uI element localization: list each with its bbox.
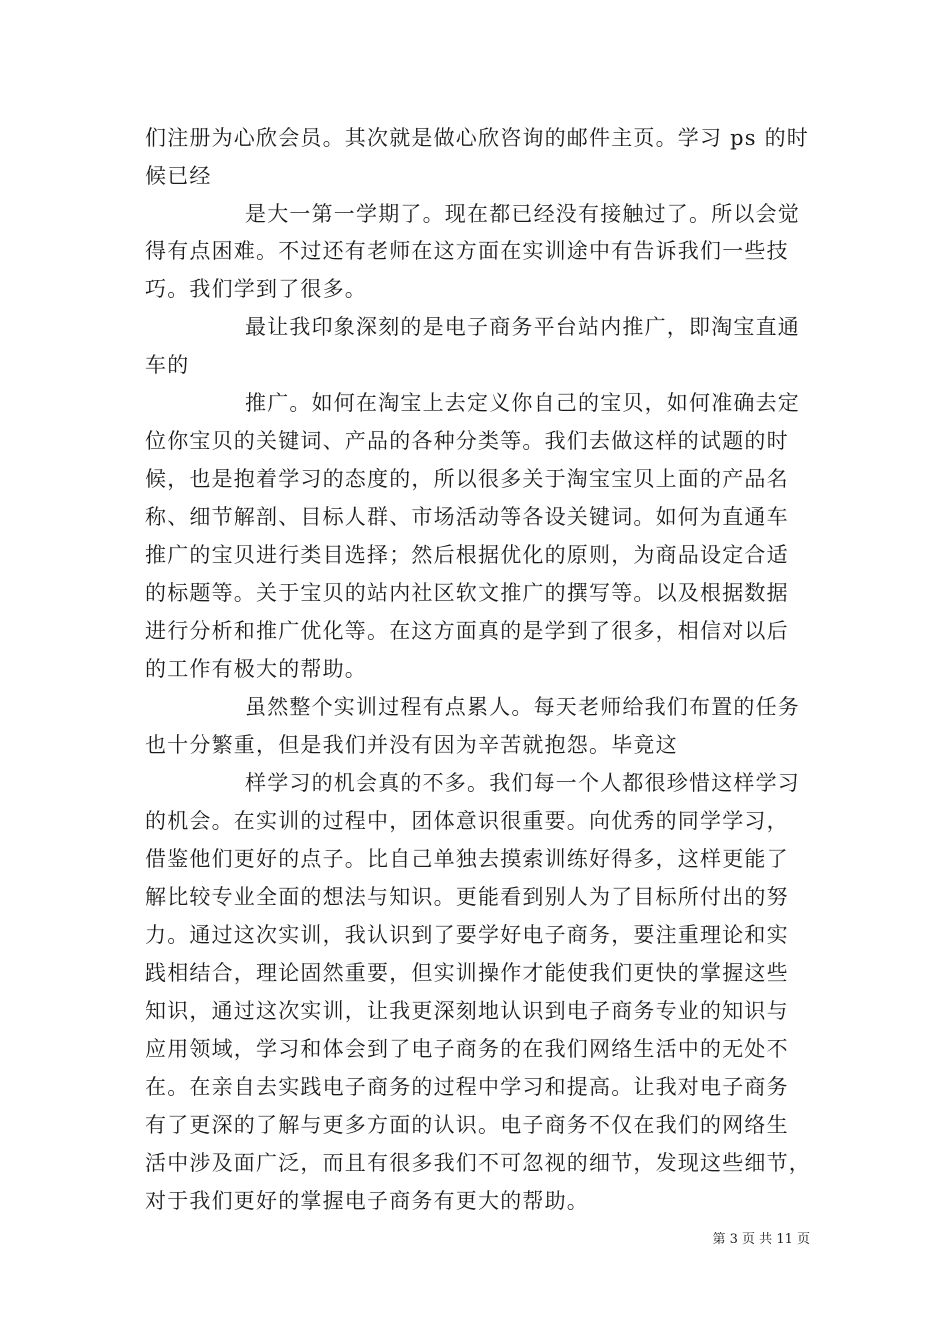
- paragraph-start-line: 样学习的机会真的不多。我们每一个人都很珍惜这样学习: [245, 771, 800, 795]
- text-line: 力。通过这次实训，我认识到了要学好电子商务，要注重理论和实: [145, 923, 789, 947]
- text-line: 的机会。在实训的过程中，团体意识很重要。向优秀的同学学习，: [145, 809, 789, 833]
- text-line: 也十分繁重，但是我们并没有因为辛苦就抱怨。毕竟这: [145, 733, 678, 757]
- text-line: 对于我们更好的掌握电子商务有更大的帮助。: [145, 1189, 589, 1213]
- text-line: 们注册为心欣会员。其次就是做心欣咨询的邮件主页。学习 ps 的时: [145, 126, 809, 150]
- paragraph-start-line: 最让我印象深刻的是电子商务平台站内推广，即淘宝直通: [245, 315, 800, 339]
- page-number: 第 3 页 共 11 页: [712, 1232, 810, 1247]
- text-line: 的工作有极大的帮助。: [145, 657, 367, 681]
- text-line: 得有点困难。不过还有老师在这方面在实训途中有告诉我们一些技: [145, 239, 789, 263]
- text-line: 位你宝贝的关键词、产品的各种分类等。我们去做这样的试题的时: [145, 429, 789, 453]
- text-line: 知识，通过这次实训，让我更深刻地认识到电子商务专业的知识与: [145, 999, 789, 1023]
- paragraph-start-line: 推广。如何在淘宝上去定义你自己的宝贝，如何准确去定: [245, 391, 800, 415]
- text-line: 候，也是抱着学习的态度的，所以很多关于淘宝宝贝上面的产品名: [145, 467, 789, 491]
- text-line: 有了更深的了解与更多方面的认识。电子商务不仅在我们的网络生: [145, 1113, 789, 1137]
- text-line: 践相结合，理论固然重要，但实训操作才能使我们更快的掌握这些: [145, 961, 789, 985]
- text-line: 解比较专业全面的想法与知识。更能看到别人为了目标所付出的努: [145, 885, 789, 909]
- text-line: 的标题等。关于宝贝的站内社区软文推广的撰写等。以及根据数据: [145, 581, 789, 605]
- text-line: 在。在亲自去实践电子商务的过程中学习和提高。让我对电子商务: [145, 1075, 789, 1099]
- text-line: 活中涉及面广泛，而且有很多我们不可忽视的细节，发现这些细节，: [145, 1151, 811, 1175]
- text-line: 候已经: [145, 164, 212, 188]
- paragraph-start-line: 是大一第一学期了。现在都已经没有接触过了。所以会觉: [245, 202, 800, 226]
- text-line: 巧。我们学到了很多。: [145, 277, 367, 301]
- text-line: 车的: [145, 353, 190, 377]
- text-line: 进行分析和推广优化等。在这方面真的是学到了很多，相信对以后: [145, 619, 789, 643]
- text-line: 称、细节解剖、目标人群、市场活动等各设关键词。如何为直通车: [145, 505, 789, 529]
- text-line: 应用领域，学习和体会到了电子商务的在我们网络生活中的无处不: [145, 1037, 789, 1061]
- paragraph-start-line: 虽然整个实训过程有点累人。每天老师给我们布置的任务: [245, 695, 800, 719]
- text-line: 推广的宝贝进行类目选择；然后根据优化的原则，为商品设定合适: [145, 543, 789, 567]
- text-line: 借鉴他们更好的点子。比自己单独去摸索训练好得多，这样更能了: [145, 847, 789, 871]
